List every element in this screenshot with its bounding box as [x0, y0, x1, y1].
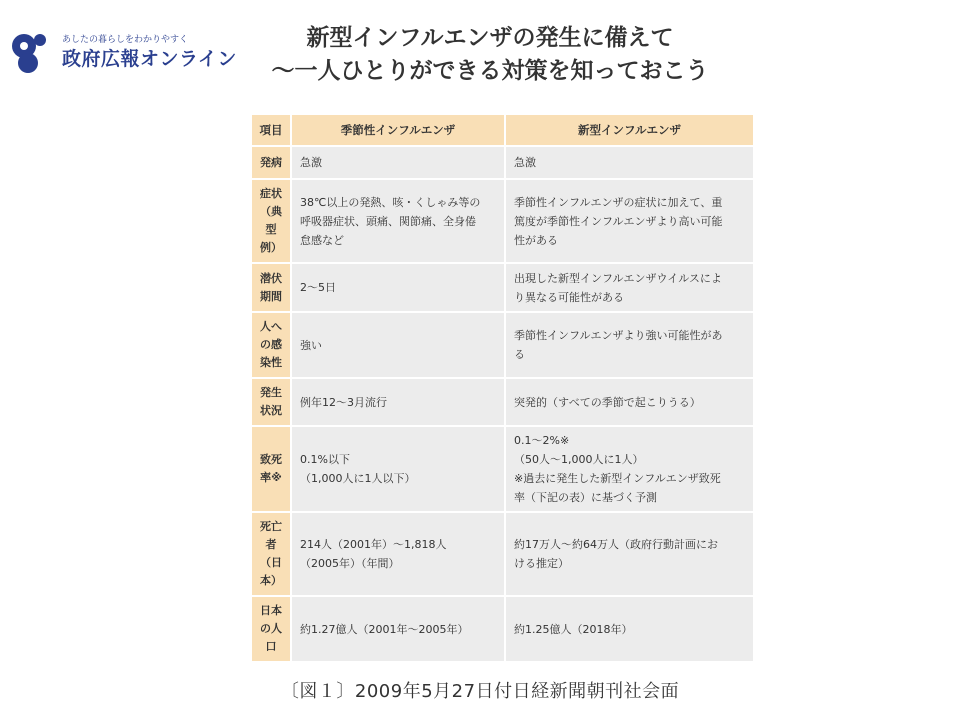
seasonal-cell: 約1.27億人（2001年〜2005年）	[291, 596, 505, 662]
table-row	[251, 179, 754, 263]
comparison-table	[250, 113, 755, 663]
seasonal-cell: 214人（2001年）〜1,818人 （2005年）（年間）	[291, 512, 505, 596]
seasonal-cell: 38℃以上の発熱、咳・くしゃみ等の 呼吸器症状、頭痛、関節痛、全身倦 怠感など	[291, 179, 505, 263]
novel-cell: 急激	[505, 146, 754, 179]
novel-cell: 季節性インフルエンザの症状に加えて、重 篤度が季節性インフルエンザより高い可能 性がある	[505, 179, 754, 263]
table-header-row	[251, 114, 754, 146]
row-label: 発生 状況	[251, 378, 291, 426]
seasonal-cell: 急激	[291, 146, 505, 179]
novel-cell: 突発的（すべての季節で起こりうる）	[505, 378, 754, 426]
novel-cell: 約1.25億人（2018年）	[505, 596, 754, 662]
seasonal-cell: 例年12〜3月流行	[291, 378, 505, 426]
row-label: 致死 率※	[251, 426, 291, 512]
logo-name: 政府広報オンライン	[62, 48, 237, 70]
row-label: 死亡 者 （日 本）	[251, 512, 291, 596]
row-label: 発病	[251, 146, 291, 179]
table-row	[251, 426, 754, 512]
row-label: 症状 （典 型 例）	[251, 179, 291, 263]
table-row	[251, 263, 754, 312]
figure-caption: 〔図１〕2009年5月27日付日経新聞朝刊社会面	[280, 681, 680, 702]
header-item: 項目	[251, 114, 291, 146]
table-row	[251, 146, 754, 179]
row-label: 日本 の人 口	[251, 596, 291, 662]
seasonal-cell: 強い	[291, 312, 505, 378]
logo-mark-icon	[10, 32, 50, 74]
logo-tagline: あしたの暮らしをわかりやすく	[62, 35, 189, 45]
row-label: 潜伏 期間	[251, 263, 291, 312]
seasonal-cell: 0.1%以下 （1,000人に1人以下）	[291, 426, 505, 512]
novel-cell: 0.1〜2%※ （50人〜1,000人に1人） ※過去に発生した新型インフルエンザ致死 率（下記の表）に基づく予測	[505, 426, 754, 512]
novel-cell: 出現した新型インフルエンザウイルスによ り異なる可能性がある	[505, 263, 754, 312]
gov-pr-online-logo[interactable]	[10, 30, 250, 80]
title-line-2: 〜一人ひとりができる対策を知っておこう	[271, 58, 709, 84]
table-row	[251, 312, 754, 378]
table-row	[251, 596, 754, 662]
table-row	[251, 512, 754, 596]
novel-cell: 約17万人〜約64万人（政府行動計画にお ける推定）	[505, 512, 754, 596]
row-label: 人へ の感 染性	[251, 312, 291, 378]
title-line-1: 新型インフルエンザの発生に備えて	[306, 25, 674, 51]
header-seasonal: 季節性インフルエンザ	[291, 114, 505, 146]
table-row	[251, 378, 754, 426]
page-title	[255, 22, 725, 88]
seasonal-cell: 2〜5日	[291, 263, 505, 312]
novel-cell: 季節性インフルエンザより強い可能性があ る	[505, 312, 754, 378]
header-novel: 新型インフルエンザ	[505, 114, 754, 146]
